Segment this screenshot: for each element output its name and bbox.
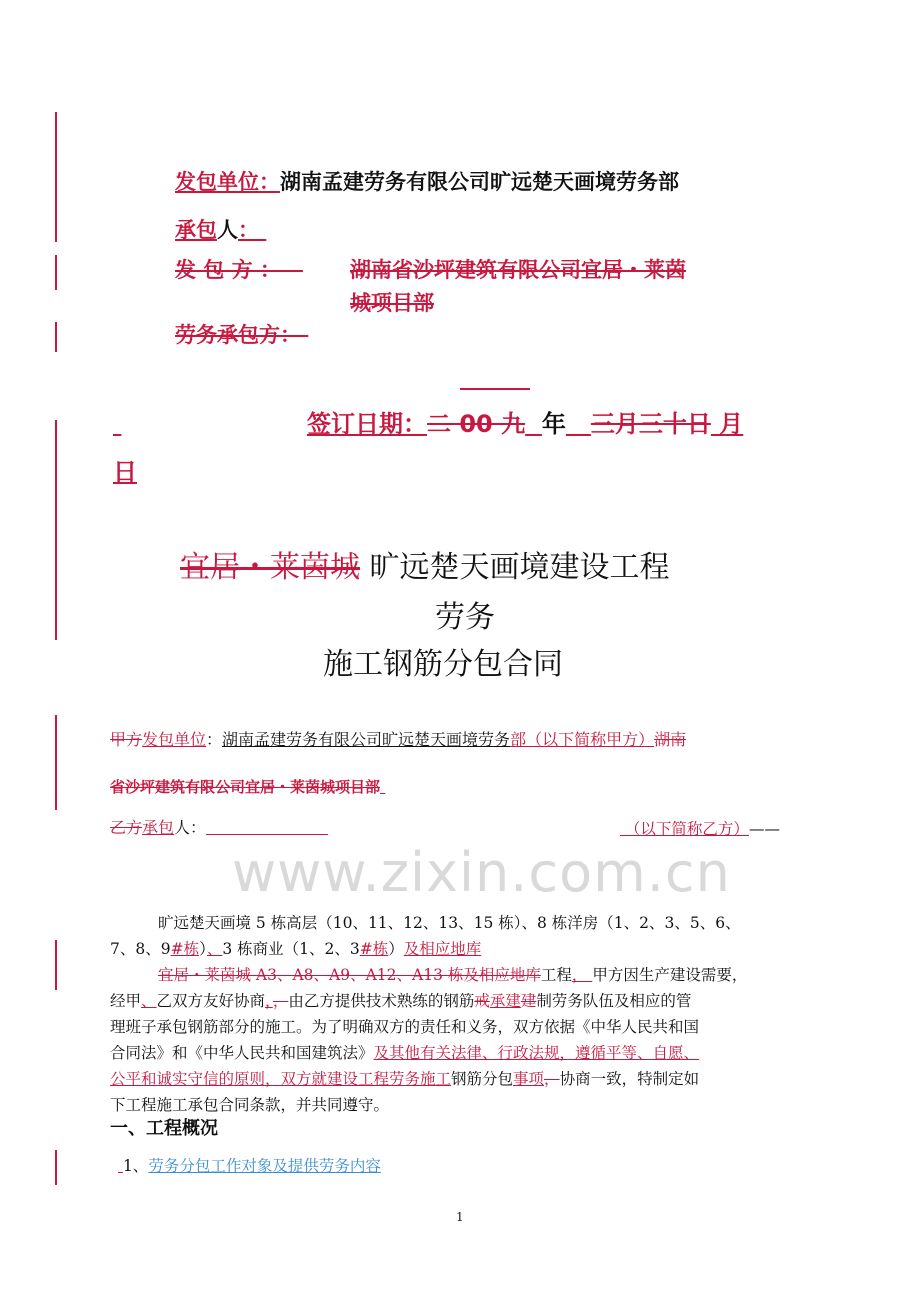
change-bar: [55, 322, 57, 352]
fabao-party-label: [175, 258, 303, 283]
text-run: 旷远楚天画境 5 栋高层（10、11、12、13、15 栋）、8 栋洋房（1、2、3、5、6、: [158, 914, 741, 932]
change-bar: [55, 1150, 57, 1185]
body-line: [110, 1070, 699, 1089]
inserted-text: 发包单位: [142, 730, 207, 749]
body-line: [110, 1018, 699, 1037]
fabao-party-value: [350, 258, 686, 283]
text-run: 湖南孟建劳务有限公司旷远楚天画境劳务: [222, 730, 511, 749]
inserted-text: [566, 410, 591, 438]
page-number: 1: [456, 1210, 464, 1224]
title-line-1: [180, 550, 670, 586]
inserted-text: 公平和诚实守信的原则，双方就建设工程劳务施工: [110, 1070, 452, 1088]
change-bar: [55, 420, 57, 640]
inserted-text: [113, 410, 121, 438]
deleted-text: 发 包 方 ：: [175, 258, 303, 282]
party-a-line-cont: [110, 778, 385, 796]
party-b-alias: [620, 820, 780, 839]
deleted-text: ，: [544, 1070, 560, 1088]
change-bar: [55, 255, 57, 290]
deleted-text: ，: [272, 992, 289, 1010]
inserted-text: 日: [113, 458, 137, 486]
inserted-text: ，: [571, 966, 593, 984]
party-a-line: [110, 730, 686, 749]
text-run: 协商一致，特制定如: [559, 1070, 700, 1088]
text-run: 乙双方友好协商: [156, 992, 266, 1010]
sign-day: [113, 458, 137, 487]
text-run: ——: [748, 820, 780, 838]
labor-party-line: [175, 323, 308, 348]
text-run: 合同法》和《中华人民共和国建筑法》: [110, 1044, 374, 1062]
deleted-text: 劳务承包方：: [175, 323, 309, 347]
party-b-line: [110, 818, 328, 837]
text-run: 3 栋商业（1、2、3: [222, 940, 360, 958]
blank-rule: [460, 388, 530, 390]
fabao-party-value-cont: [350, 291, 434, 316]
inserted-text: 月: [710, 410, 744, 438]
title-line-3: [323, 647, 563, 683]
deleted-text: 乙方: [110, 818, 143, 837]
deleted-text: 湖南: [654, 730, 687, 749]
deleted-text: 宜居・莱茵城: [180, 550, 360, 585]
watermark: www.zixin.com.cn: [232, 841, 731, 904]
inserted-text: 部（以下简称甲方）: [510, 730, 655, 749]
fabao-unit-line: [175, 170, 679, 195]
text-run: 甲方因生产建设需要，: [592, 966, 748, 984]
inserted-text: 承建: [489, 992, 521, 1010]
deleted-text: 城项目部: [350, 291, 434, 315]
deleted-text: 戒: [474, 992, 490, 1010]
inserted-text: 承包: [142, 818, 175, 837]
text-run: 旷远楚天画境建设工程: [360, 550, 670, 585]
body-line: [110, 1044, 699, 1063]
text-run: 7、8、9: [110, 940, 171, 958]
inserted-text: [380, 778, 385, 796]
text-run: 钢筋分包: [451, 1070, 514, 1088]
chengbao-person-line: [175, 218, 266, 243]
text-run: 理班子承包钢筋部分的施工。为了明确双方的责任和义务，双方依据《中华人民共和国: [110, 1018, 700, 1036]
deleted-text: 二 00 九: [427, 410, 526, 438]
inserted-text: 承包: [175, 218, 217, 242]
inserted-text: 及相应地库: [403, 940, 482, 958]
change-bar: [55, 940, 57, 990]
deleted-text: 湖南省沙坪建筑有限公司宜居・莱茵: [350, 258, 686, 282]
inserted-text: 、: [141, 992, 157, 1010]
inserted-text: 签订日期：: [307, 410, 427, 438]
section-heading: 一、工程概况: [110, 1118, 218, 1139]
body-line: [110, 1096, 389, 1115]
inserted-text: [525, 410, 542, 438]
inserted-text: （以下简称乙方）: [620, 820, 749, 838]
inserted-text: 事项: [513, 1070, 545, 1088]
inserted-text: #栋: [170, 940, 200, 958]
body-line: [158, 914, 741, 933]
text-run: 经甲: [110, 992, 142, 1010]
inserted-text: 、: [206, 940, 223, 958]
inserted-text: ：: [238, 218, 267, 242]
text-run: 由乙方提供技术熟练的钢筋: [288, 992, 475, 1010]
body-line: [158, 966, 747, 985]
text-run: 下工程施工承包合同条款，并共同遵守。: [110, 1096, 390, 1114]
change-bar: [55, 112, 57, 242]
inserted-text: 发包单位：: [175, 170, 280, 194]
text-run: 湖南孟建劳务有限公司旷远楚天画境劳务部: [280, 170, 679, 194]
sign-prefix: [113, 410, 121, 439]
deleted-text: 甲方: [110, 730, 143, 749]
inserted-text: 及其他有关法律、行政法规，遵循平等、自愿、: [373, 1044, 700, 1062]
text-run: 劳务: [435, 600, 495, 635]
title-line-2: [435, 600, 495, 636]
text-run: ）: [388, 940, 404, 958]
inserted-text: [206, 818, 328, 837]
body-line: [110, 992, 691, 1011]
text-run: 1、: [122, 1157, 149, 1175]
inserted-text: #栋: [359, 940, 389, 958]
link-text[interactable]: 劳务分包工作对象及提供劳务内容: [148, 1157, 381, 1175]
deleted-text: 三月三十日: [590, 410, 711, 438]
subsection-item[interactable]: [118, 1157, 381, 1176]
text-run: 工程: [540, 966, 572, 984]
text-run: 制劳务队伍及相应的管: [536, 992, 692, 1010]
text-run: 人: [217, 218, 238, 242]
deleted-text: 宜居・莱茵城 A3、A8、A9、A12、A13 栋及相应地库: [158, 966, 541, 984]
sign-date-line: [307, 410, 743, 439]
text-run: 施工钢筋分包合同: [323, 647, 563, 682]
deleted-text: 建: [520, 992, 537, 1010]
deleted-text: 省沙坪建筑有限公司宜居・莱茵城项目部: [110, 778, 381, 796]
inserted-text: ，: [265, 992, 273, 1010]
text-run: 人：: [174, 818, 207, 837]
change-bar: [55, 715, 57, 810]
text-run: 年: [541, 410, 566, 438]
text-run: ）: [199, 940, 207, 958]
body-line: [110, 940, 481, 959]
text-run: ：: [206, 730, 223, 749]
